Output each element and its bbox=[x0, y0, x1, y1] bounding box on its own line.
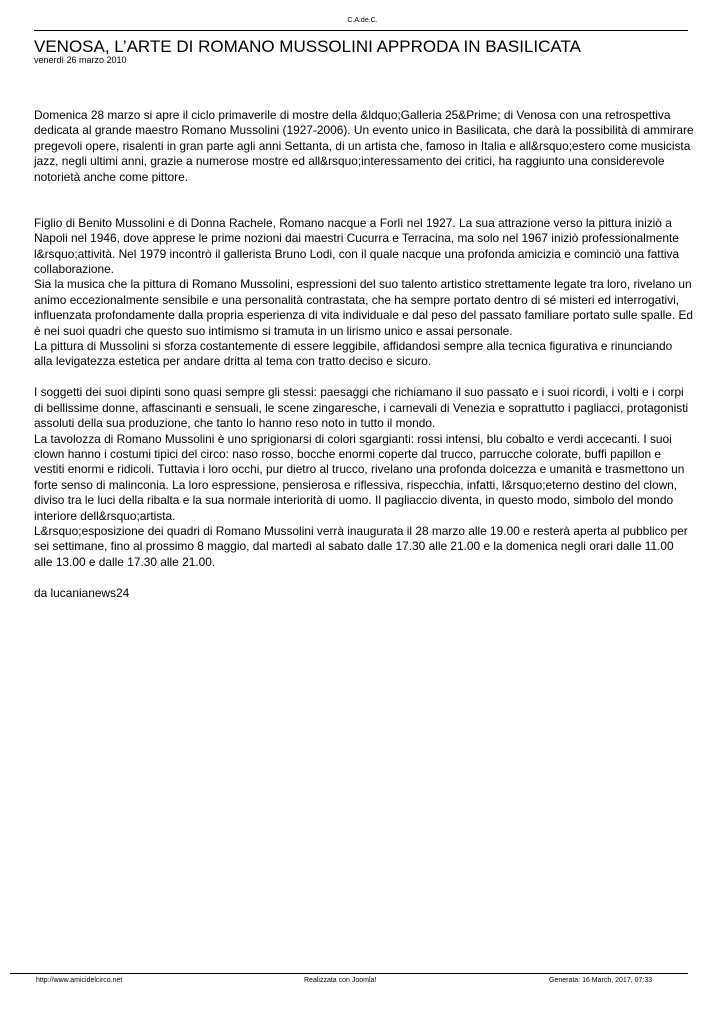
paragraph-spacer bbox=[34, 570, 694, 585]
paragraph-spacer bbox=[34, 370, 694, 385]
header-divider bbox=[34, 30, 688, 31]
article-title: VENOSA, L’ARTE DI ROMANO MUSSOLINI APPRODA IN BASILICATA bbox=[34, 37, 581, 56]
article-paragraph: L&rsquo;esposizione dei quadri di Romano Mussolini verrà inaugurata il 28 marzo alle 19.00 e resterà aperta al pubblico per sei settimane, fino al prossimo 8 maggio, dal martedì al sabato dalle 17.30 alle 21.00 e la domenica negli orari dalle 11.00 alle 13.00 e dalle 17.30 alle 21.00. bbox=[34, 523, 688, 569]
article-paragraph: Domenica 28 marzo si apre il ciclo primaverile di mostre della &ldquo;Galleria 25&Prime; di Venosa con una retrospettiva dedicata al grande maestro Romano Mussolini (1927-2006). Un evento unico in Basilicata, che darà la possibilità di ammirare pregevoli opere, risalenti in gran parte agli anni Settanta, di un artista che, famoso in Italia e all&rsquo;estero come musicista jazz, negli ultimi anni, grazie a numerose mostre ed all&rsquo;interessamento dei critici, ha raggiunto una considerevole notorietà anche come pittore. bbox=[34, 108, 694, 184]
site-name: C.A.de.C. bbox=[347, 17, 378, 24]
footer-generated-date: Generata: 16 March, 2017, 07:33 bbox=[549, 977, 653, 984]
paragraph-spacer bbox=[34, 185, 694, 216]
footer-url: http://www.amicidelcirco.net bbox=[36, 977, 123, 984]
article-date: venerdì 26 marzo 2010 bbox=[34, 55, 127, 65]
article-paragraph: La pittura di Mussolini si sforza costantemente di essere leggibile, affidandosi sempre alla tecnica figurativa e rinunciando alla levigatezza estetica per andare dritta al tema con tratto deciso e sicuro. bbox=[34, 339, 673, 369]
article-paragraph: Figlio di Benito Mussolini e di Donna Rachele, Romano nacque a Forlì nel 1927. La sua attrazione verso la pittura iniziò a Napoli nel 1946, dove apprese le prime nozioni dai maestri Cucurra e Terracina, ma solo nel 1967 iniziò professionalmente l&rsquo;attività. Nel 1979 incontrò il gallerista Bruno Lodi, con il quale nacque una profonda amicizia e cominciò una fattiva collaborazione. bbox=[34, 215, 680, 277]
article-paragraph: Sia la musica che la pittura di Romano Mussolini, espressioni del suo talento artistico strettamente legate tra loro, rivelano un animo eccezionalmente sensibile e una personalità contrastata, che ha sempre portato dentro di sé misteri ed interrogativi, influenzata profondamente dalla propria esperienza di vita individuale e dal peso del passato familiare portato sulle spalle. Ed è nei suoi quadri che questo suo intimismo si tramuta in un lirismo unico e assai personale. bbox=[34, 277, 694, 338]
article-source: da lucanianews24 bbox=[34, 585, 130, 600]
article-paragraph: La tavolozza di Romano Mussolini è uno sprigionarsi di colori sgargianti: rossi intensi, blu cobalto e verdi accecanti. I suoi clown hanno i costumi tipici del circo: naso rosso, bocche enormi coperte dal trucco, parrucche colorate, buffi papillon e vestiti enormi e ridicoli. Tuttavia i loro occhi, pur dietro al trucco, rivelano una profonda dolcezza e umanità e trasmettono un forte senso di malinconia. La loro espressione, pensierosa e riflessiva, rispecchia, infatti, l&rsquo;eterno destino del clown, diviso tra le luci della ribalta e la sua normale interiorità di uomo. Il pagliaccio diventa, in questo modo, simbolo del mondo interiore dell&rsquo;artista. bbox=[34, 431, 685, 523]
footer-divider bbox=[10, 973, 688, 974]
article-body bbox=[34, 108, 694, 601]
footer-powered-by: Realizzata con Joomla! bbox=[304, 977, 377, 984]
article-paragraph: I soggetti dei suoi dipinti sono quasi sempre gli stessi: paesaggi che richiamano il suo passato e i suoi ricordi, i volti e i corpi di bellissime donne, affascinanti e sensuali, le scene zingaresche, i carnevali di Venezia e soprattutto i pagliacci, protagonisti assoluti della sua produzione, che tanto lo hanno reso noto in tutto il mondo. bbox=[34, 385, 689, 431]
